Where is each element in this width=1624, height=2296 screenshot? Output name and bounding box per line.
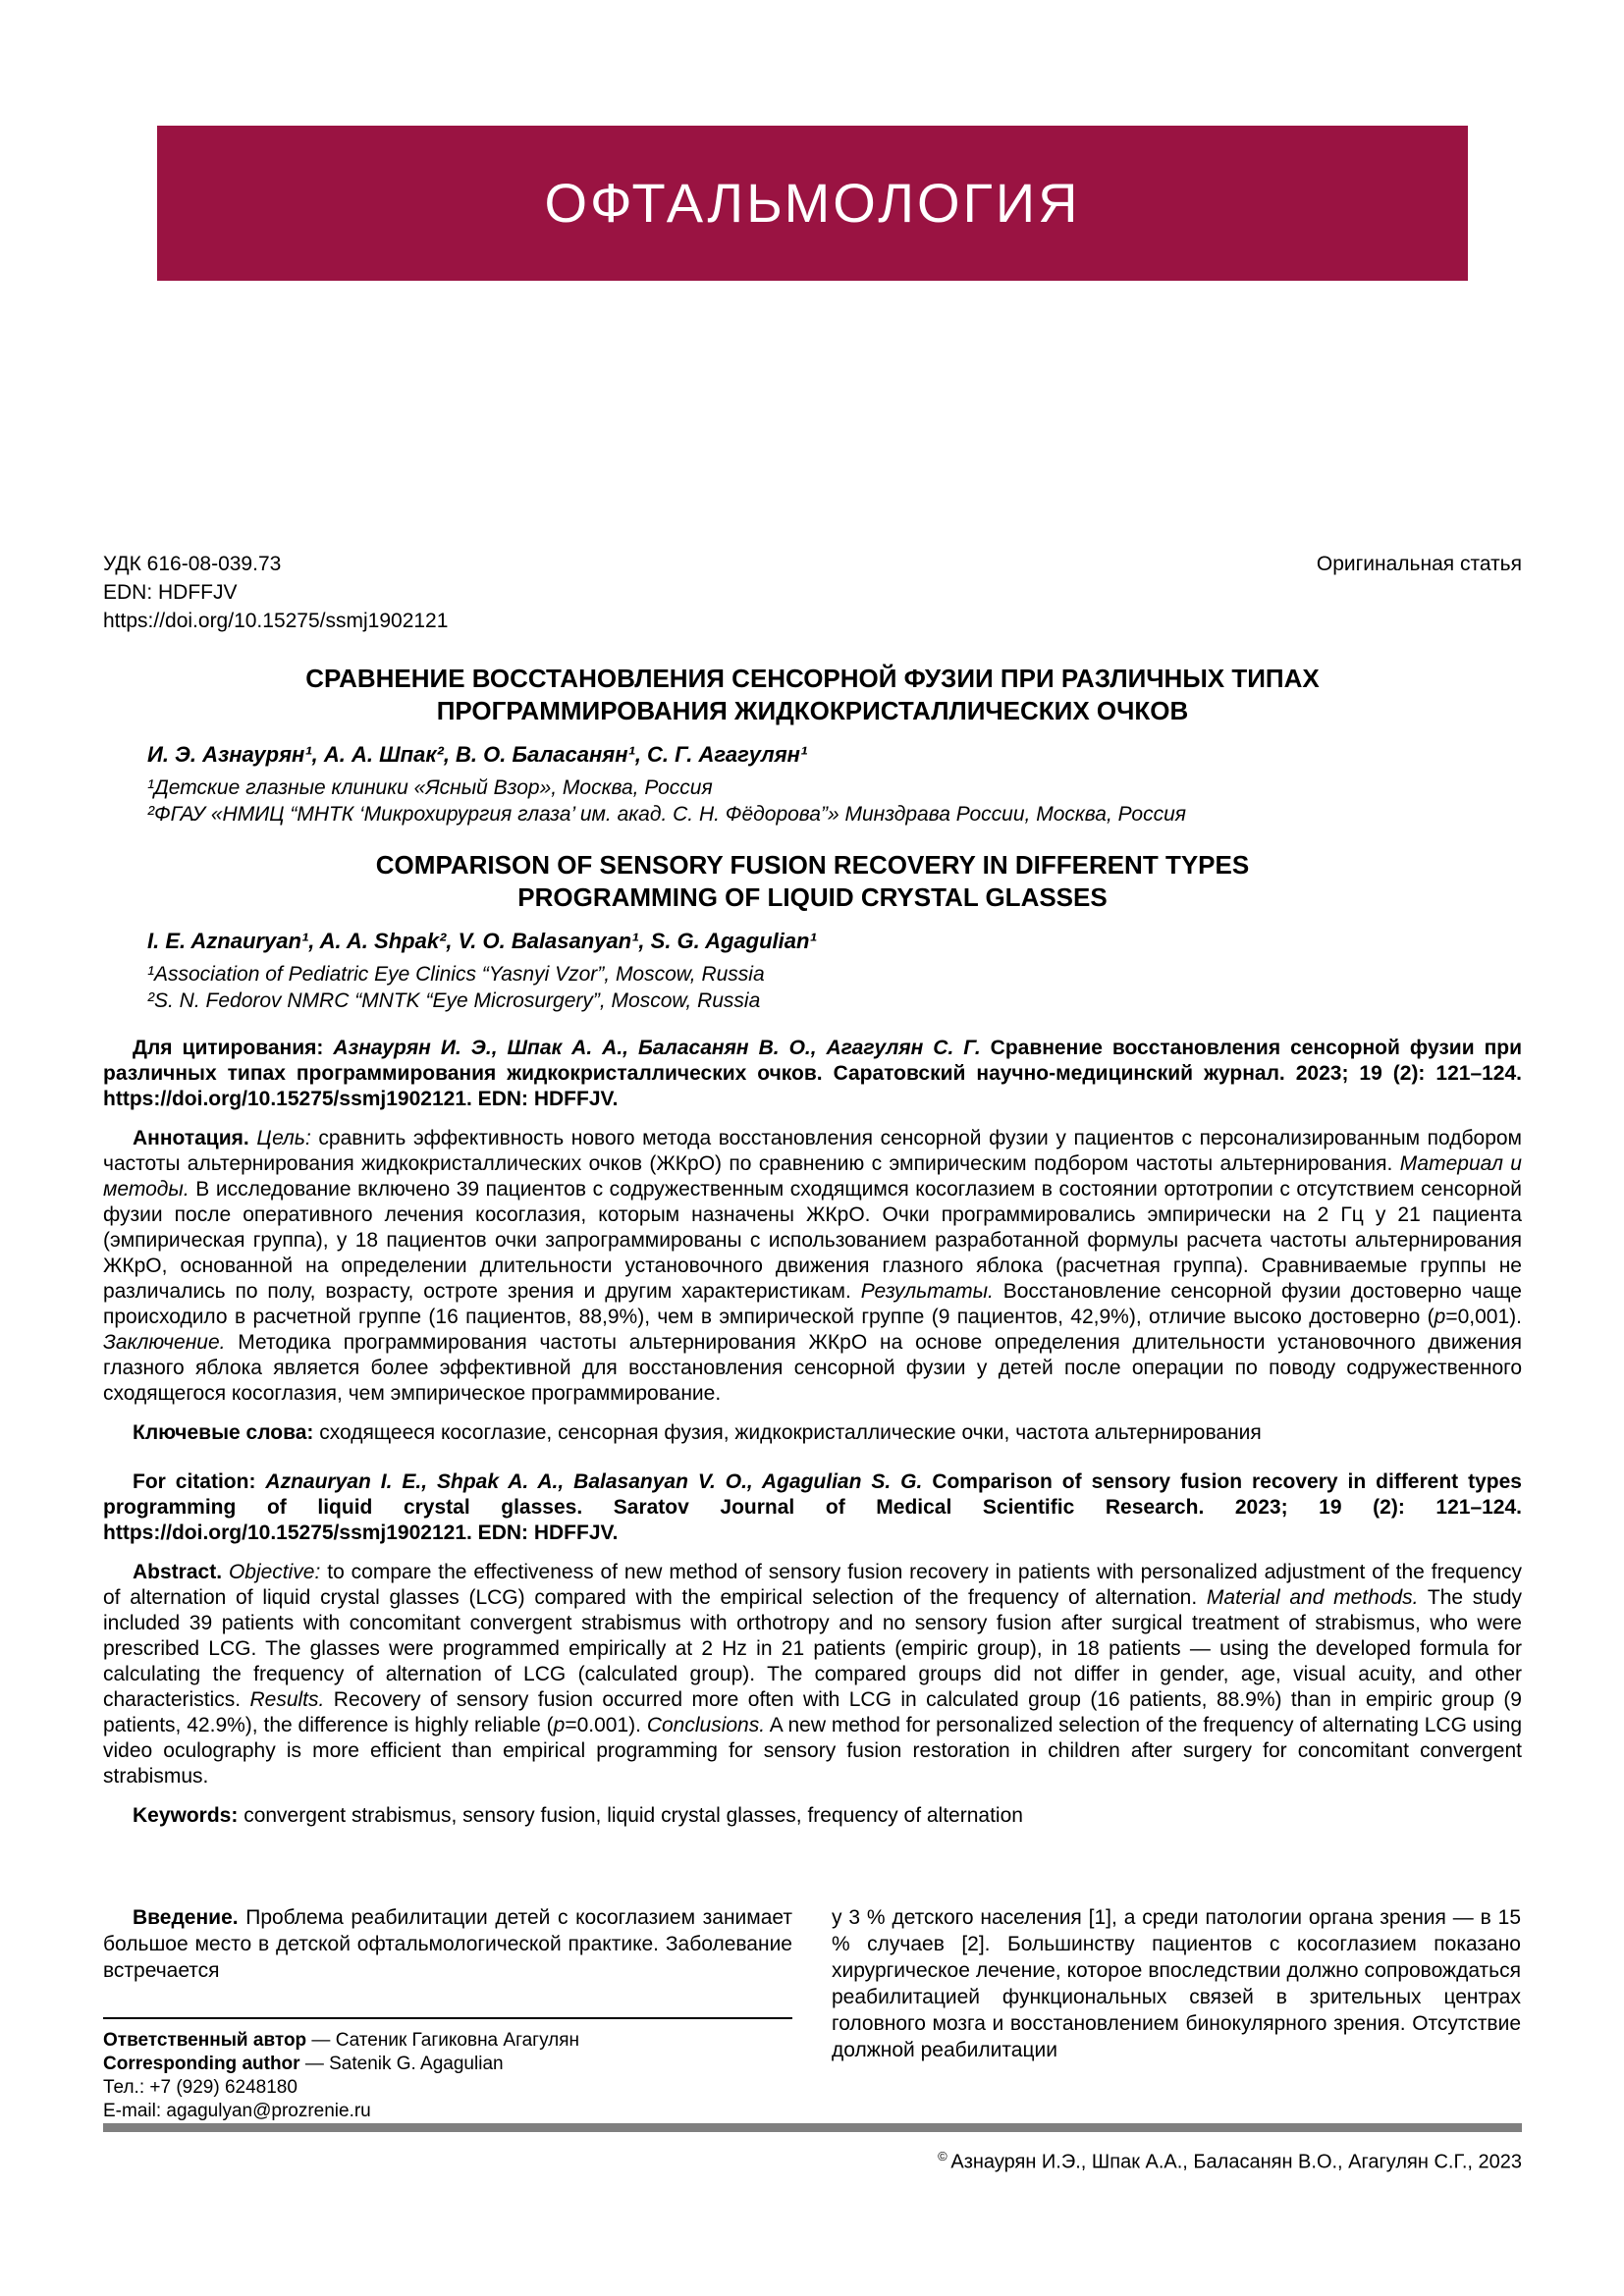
section-banner-title: ОФТАЛЬМОЛОГИЯ: [544, 172, 1081, 234]
keywords-en-paragraph: Keywords: convergent strabismus, sensory fusion, liquid crystal glasses, frequency of alternation: [133, 1804, 1023, 1827]
citation-en-paragraph: For citation: Aznauryan I. E., Shpak A. A., Balasanyan V. O., Agagulian S. G. Comparison of sensory fusion recovery in different types programming of liquid crystal glasses. Saratov Journal of Medical Scientific Research. 2023; 19 (2): 121–124. https://doi.org/10.15275/ssmj1902121. EDN: HDFFJV.: [103, 1470, 1522, 1544]
author-email: E-mail: agagulyan@prozrenie.ru: [103, 2101, 371, 2121]
title-ru: [103, 663, 1522, 727]
author-phone: Тел.: +7 (929) 6248180: [103, 2077, 298, 2098]
affiliations-en: [103, 961, 1522, 1014]
intro-right-column: [832, 1904, 1521, 2123]
corresponding-author-en: Corresponding author — Satenik G. Agagulian: [103, 2054, 504, 2074]
affiliation-en-2: ²S. N. Fedorov NMRC “MNTK “Eye Microsurgery”, Moscow, Russia: [147, 989, 761, 1012]
authors-ru: И. Э. Азнаурян¹, А. А. Шпак², В. О. Баласанян¹, С. Г. Агагулян¹: [147, 742, 808, 767]
intro-paragraph-left: Введение. Проблема реабилитации детей с косоглазием занимает большое место в детской офтальмологической практике. Заболевание встречается: [103, 1906, 792, 1982]
edn-code: EDN: HDFFJV: [103, 581, 238, 604]
article-content: [103, 550, 1522, 1842]
footer-divider-bar: [103, 2123, 1522, 2132]
authors-en: I. E. Aznauryan¹, A. A. Shpak², V. O. Balasanyan¹, S. G. Agagulian¹: [147, 929, 817, 953]
abstract-paragraph: Abstract. Objective: to compare the effectiveness of new method of sensory fusion recovery in patients with personalized adjustment of the frequency of alternation of liquid crystal glasses (LCG) compared with the empirical selection of the frequency of alternation. Material and methods. The study included 39 patients with concomitant convergent strabismus with orthotropy and no sensory fusion after surgical treatment of strabismus, who were prescribed LCG. The glasses were programmed empirically at 2 Hz in 21 patients (empiric group), in 18 patients — using the developed formula for calculating the frequency of alternation of LCG (calculated group). The compared groups did not differ in gender, age, visual acuity, and other characteristics. Results. Recovery of sensory fusion occurred more often with LCG in calculated group (16 patients, 88.9%) than in empiric group (9 patients, 42.9%), the difference is highly reliable (p=0.001). Conclusions. A new method for personalized selection of the frequency of alternating LCG using video oculography is more efficient than empirical programming for sensory fusion restoration in children after surgery for concomitant convergent strabismus.: [103, 1561, 1522, 1788]
article-type-label: Оригинальная статья: [1316, 553, 1522, 575]
section-banner: [157, 126, 1468, 281]
title-ru-line1: СРАВНЕНИЕ ВОССТАНОВЛЕНИЯ СЕНСОРНОЙ ФУЗИИ ПРИ РАЗЛИЧНЫХ ТИПАХ: [305, 664, 1320, 693]
annotation-paragraph: Аннотация. Цель: сравнить эффективность нового метода восстановления сенсорной фузии у пациентов с персонализированным подбором частоты альтернирования жидкокристаллических очков (ЖКрО) по сравнению с эмпирическим подбором частоты альтернирования. Материал и методы. В исследование включено 39 пациентов с содружественным сходящимся косоглазием в состоянии ортотропии с отсутствием сенсорной фузии после оперативного лечения косоглазия, которым назначены ЖКрО. Очки программировались эмпирически на 2 Гц у 21 пациента (эмпирическая группа), у 18 пациентов очки запрограммированы с использованием разработанной формулы расчета частоты альтернирования ЖКрО, основанной на определении длительности установочного движения глазного яблока (расчетная группа). Сравниваемые группы не различались по полу, возрасту, остроте зрения и другим характеристикам. Результаты. Восстановление сенсорной фузии достоверно чаще происходило в расчетной группе (16 пациентов, 88,9%), чем в эмпирической группе (9 пациентов, 42,9%), отличие высоко достоверно (p=0,001). Заключение. Методика программирования частоты альтернирования ЖКрО на основе определения длительности установочного движения глазного яблока является более эффективной для восстановления сенсорной фузии у детей после операции по поводу содружественного сходящегося косоглазия, чем эмпирическое программирование.: [103, 1127, 1522, 1405]
intro-paragraph-right: у 3 % детского населения [1], а среди патологии органа зрения — в 15 % случаев [2]. Большинству пациентов с косоглазием показано хирургическое лечение, которое впоследствии должно сопровождаться реабилитацией функциональных связей в зрительных центрах головного мозга и восстановлением бинокулярного зрения. Отсутствие должной реабилитации: [832, 1906, 1521, 2061]
meta-identifiers: [103, 550, 448, 635]
title-en-line1: COMPARISON OF SENSORY FUSION RECOVERY IN DIFFERENT TYPES: [375, 850, 1250, 880]
doi-link: https://doi.org/10.15275/ssmj1902121: [103, 610, 449, 632]
title-ru-line2: ПРОГРАММИРОВАНИЯ ЖИДКОКРИСТАЛЛИЧЕСКИХ ОЧКОВ: [436, 696, 1189, 725]
corresponding-author-footnote: [103, 2017, 792, 2123]
affiliation-ru-2: ²ФГАУ «НМИЦ “МНТК ‘Микрохирургия глаза’ им. акад. С. Н. Фёдорова”» Минздрава России, Москва, Россия: [147, 803, 1186, 826]
affiliation-en-1: ¹Association of Pediatric Eye Clinics “Yasnyi Vzor”, Moscow, Russia: [147, 963, 765, 986]
affiliations-ru: [103, 774, 1522, 828]
citation-ru-paragraph: Для цитирования: Азнаурян И. Э., Шпак А. А., Баласанян В. О., Агагулян С. Г. Сравнение восстановления сенсорной фузии при различных типах программирования жидкокристаллических очков. Саратовский научно-медицинский журнал. 2023; 19 (2): 121–124. https://doi.org/10.15275/ssmj1902121. EDN: HDFFJV.: [103, 1037, 1523, 1110]
affiliation-ru-1: ¹Детские глазные клиники «Ясный Взор», Москва, Россия: [147, 776, 713, 799]
title-en-line2: PROGRAMMING OF LIQUID CRYSTAL GLASSES: [517, 882, 1108, 912]
keywords-ru-paragraph: Ключевые слова: сходящееся косоглазие, сенсорная фузия, жидкокристаллические очки, частота альтернирования: [133, 1421, 1262, 1444]
responsible-author-ru: Ответственный автор — Сатеник Гагиковна Агагулян: [103, 2030, 580, 2051]
title-en: [103, 849, 1522, 914]
intro-two-columns: [103, 1904, 1522, 2123]
copyright-line: © Азнаурян И.Э., Шпак А.А., Баласанян В.О., Агагулян С.Г., 2023: [938, 2149, 1522, 2173]
article-meta: [103, 550, 1522, 635]
intro-left-column: [103, 1904, 792, 2123]
udc-code: УДК 616-08-039.73: [103, 553, 282, 575]
